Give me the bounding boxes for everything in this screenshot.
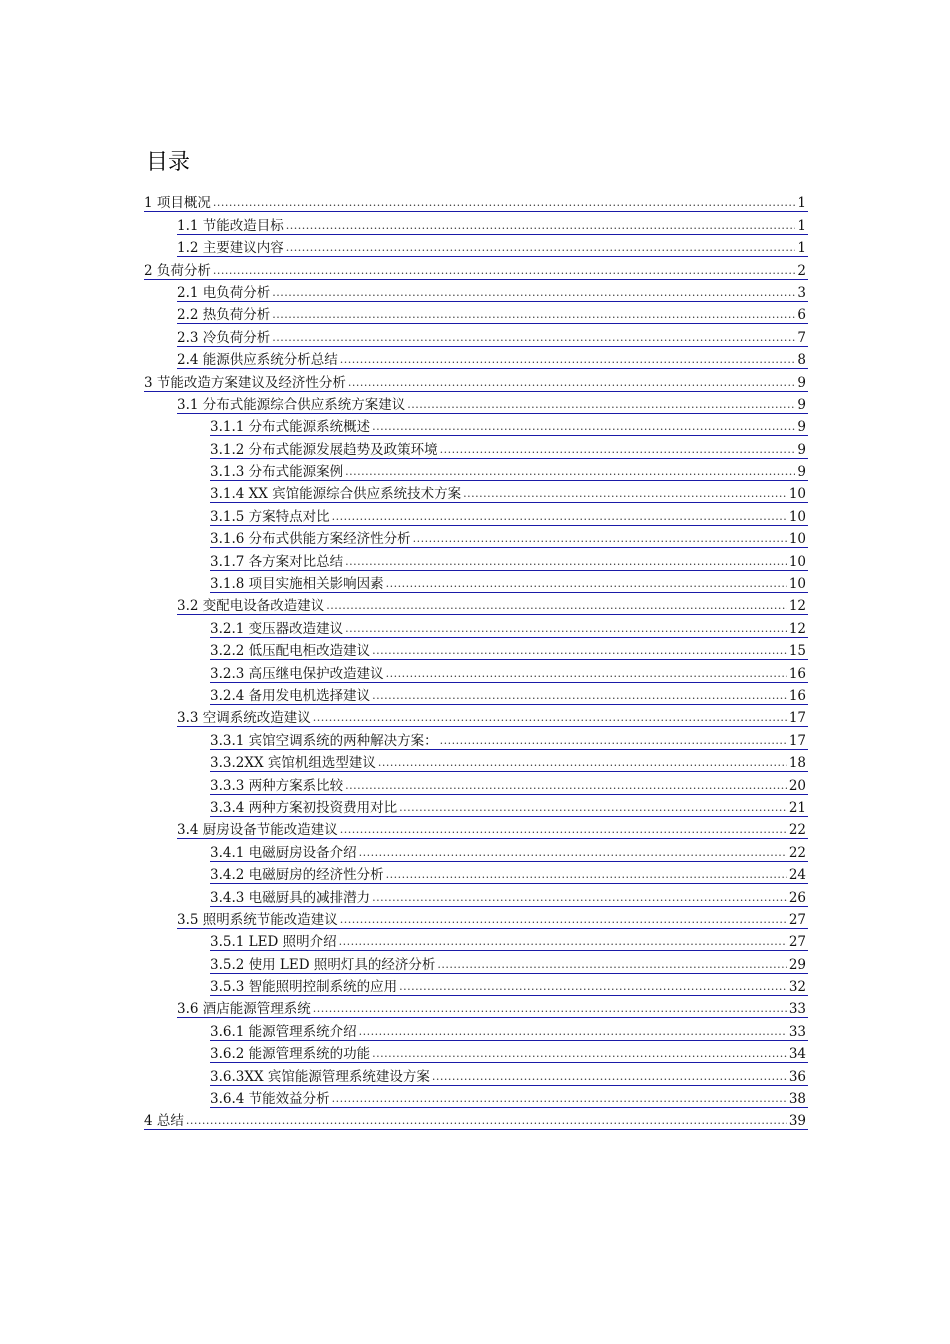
toc-leader-dots bbox=[213, 263, 796, 279]
toc-entry[interactable] bbox=[177, 593, 808, 615]
toc-entry[interactable] bbox=[210, 839, 808, 861]
toc-entry-page: 26 bbox=[788, 889, 806, 906]
toc-entry-label: 3.6.4 节能效益分析 bbox=[210, 1091, 330, 1108]
toc-leader-dots bbox=[372, 419, 795, 435]
toc-leader-dots bbox=[359, 1024, 787, 1040]
toc-entry-label: 3.1.3 分布式能源案例 bbox=[210, 464, 344, 481]
toc-entry-label: 3.5.1 LED 照明介绍 bbox=[210, 934, 337, 951]
toc-entry[interactable] bbox=[210, 683, 808, 705]
toc-entry[interactable] bbox=[210, 772, 808, 794]
toc-entry[interactable] bbox=[210, 862, 808, 884]
toc-entry-page: 22 bbox=[788, 844, 806, 861]
toc-entry-page: 17 bbox=[788, 710, 806, 727]
toc-entry-label: 3.1.7 各方案对比总结 bbox=[210, 553, 344, 570]
toc-leader-dots bbox=[372, 890, 787, 906]
toc-leader-dots bbox=[272, 330, 795, 346]
toc-entry-label: 3.3.1 宾馆空调系统的两种解决方案： bbox=[210, 732, 438, 749]
toc-entry-page: 24 bbox=[788, 867, 806, 884]
toc-entry-page: 27 bbox=[788, 911, 806, 928]
toc-entry-page: 3 bbox=[797, 284, 806, 301]
toc-entry[interactable] bbox=[177, 324, 808, 346]
toc-entry[interactable] bbox=[177, 907, 808, 929]
toc-entry-page: 22 bbox=[788, 822, 806, 839]
toc-entry-page: 16 bbox=[788, 665, 806, 682]
toc-entry[interactable] bbox=[177, 302, 808, 324]
toc-leader-dots bbox=[340, 352, 796, 368]
toc-entry-page: 9 bbox=[797, 374, 806, 391]
toc-leader-dots bbox=[345, 464, 795, 480]
toc-entry-label: 3.1.4 XX 宾馆能源综合供应系统技术方案 bbox=[210, 486, 462, 503]
toc-entry-label: 3.3 空调系统改造建议 bbox=[177, 710, 311, 727]
toc-entry-page: 1 bbox=[797, 195, 806, 212]
toc-entry-label: 1.1 节能改造目标 bbox=[177, 217, 284, 234]
toc-entry-page: 36 bbox=[788, 1068, 806, 1085]
toc-entry[interactable] bbox=[210, 795, 808, 817]
toc-leader-dots bbox=[359, 845, 787, 861]
toc-entry-page: 12 bbox=[788, 598, 806, 615]
toc-entry[interactable] bbox=[210, 526, 808, 548]
toc-leader-dots bbox=[378, 755, 787, 771]
toc-entry-label: 4 总结 bbox=[144, 1113, 184, 1130]
toc-entry[interactable] bbox=[210, 615, 808, 637]
toc-leader-dots bbox=[372, 688, 787, 704]
toc-leader-dots bbox=[345, 778, 787, 794]
toc-entry-label: 3.4.3 电磁厨具的减排潜力 bbox=[210, 889, 371, 906]
toc-entry-page: 10 bbox=[788, 531, 806, 548]
toc-entry-label: 3.5.3 智能照明控制系统的应用 bbox=[210, 979, 398, 996]
toc-entry[interactable] bbox=[210, 638, 808, 660]
toc-leader-dots bbox=[332, 1091, 787, 1107]
toc-entry-page: 10 bbox=[788, 576, 806, 593]
toc-entry-page: 18 bbox=[788, 755, 806, 772]
toc-entry-page: 7 bbox=[797, 329, 806, 346]
toc-leader-dots bbox=[345, 554, 787, 570]
toc-entry[interactable] bbox=[210, 750, 808, 772]
toc-entry[interactable] bbox=[210, 929, 808, 951]
toc-entry-label: 3.1.5 方案特点对比 bbox=[210, 508, 330, 525]
toc-entry-label: 2.4 能源供应系统分析总结 bbox=[177, 352, 338, 369]
toc-entry-label: 3.1 分布式能源综合供应系统方案建议 bbox=[177, 396, 406, 413]
toc-entry[interactable] bbox=[144, 257, 808, 279]
toc-entry-label: 3.1.1 分布式能源系统概述 bbox=[210, 419, 371, 436]
toc-leader-dots bbox=[386, 666, 787, 682]
toc-entry-page: 34 bbox=[788, 1046, 806, 1063]
toc-entry-label: 2 负荷分析 bbox=[144, 262, 211, 279]
toc-entry-page: 33 bbox=[788, 1001, 806, 1018]
toc-entry[interactable] bbox=[210, 548, 808, 570]
toc-entry-label: 3.3.2XX 宾馆机组选型建议 bbox=[210, 755, 376, 772]
toc-entry-page: 1 bbox=[797, 240, 806, 257]
toc-entry-page: 2 bbox=[797, 262, 806, 279]
toc-entry-label: 3.6.1 能源管理系统介绍 bbox=[210, 1023, 357, 1040]
toc-entry-page: 39 bbox=[788, 1113, 806, 1130]
toc-entry[interactable] bbox=[144, 190, 808, 212]
toc-entry[interactable] bbox=[177, 347, 808, 369]
toc-leader-dots bbox=[313, 1001, 787, 1017]
toc-leader-dots bbox=[286, 240, 796, 256]
toc-leader-dots bbox=[286, 218, 796, 234]
toc-leader-dots bbox=[213, 195, 796, 211]
toc-entry[interactable] bbox=[144, 369, 808, 391]
toc-entry[interactable] bbox=[177, 212, 808, 234]
toc-entry-page: 1 bbox=[797, 217, 806, 234]
toc-leader-dots bbox=[432, 1069, 787, 1085]
table-of-contents bbox=[144, 190, 808, 1130]
toc-entry[interactable] bbox=[210, 414, 808, 436]
toc-leader-dots bbox=[272, 307, 795, 323]
toc-entry[interactable] bbox=[177, 705, 808, 727]
toc-leader-dots bbox=[372, 643, 787, 659]
toc-entry-label: 3.6 酒店能源管理系统 bbox=[177, 1001, 311, 1018]
toc-leader-dots bbox=[413, 531, 787, 547]
toc-leader-dots bbox=[386, 576, 787, 592]
toc-entry-page: 10 bbox=[788, 553, 806, 570]
toc-entry-label: 3.2 变配电设备改造建议 bbox=[177, 598, 325, 615]
toc-leader-dots bbox=[345, 621, 787, 637]
toc-entry-page: 20 bbox=[788, 777, 806, 794]
toc-entry[interactable] bbox=[177, 817, 808, 839]
toc-entry-label: 2.3 冷负荷分析 bbox=[177, 329, 271, 346]
toc-leader-dots bbox=[399, 800, 787, 816]
toc-entry[interactable] bbox=[210, 1018, 808, 1040]
toc-entry-label: 3.3.3 两种方案系比较 bbox=[210, 777, 344, 794]
toc-entry-label: 3.4.2 电磁厨房的经济性分析 bbox=[210, 867, 384, 884]
toc-entry[interactable] bbox=[177, 280, 808, 302]
toc-leader-dots bbox=[340, 822, 787, 838]
toc-entry-page: 10 bbox=[788, 508, 806, 525]
toc-leader-dots bbox=[339, 934, 787, 950]
toc-entry-page: 8 bbox=[797, 352, 806, 369]
toc-leader-dots bbox=[372, 1046, 787, 1062]
toc-entry-page: 6 bbox=[797, 307, 806, 324]
toc-entry[interactable] bbox=[210, 1041, 808, 1063]
toc-entry[interactable] bbox=[210, 571, 808, 593]
toc-entry-page: 21 bbox=[788, 799, 806, 816]
toc-leader-dots bbox=[440, 442, 796, 458]
toc-entry-page: 15 bbox=[788, 643, 806, 660]
toc-entry-label: 3 节能改造方案建议及经济性分析 bbox=[144, 374, 346, 391]
toc-entry-page: 27 bbox=[788, 934, 806, 951]
toc-leader-dots bbox=[437, 957, 786, 973]
toc-entry-label: 3.6.3XX 宾馆能源管理系统建设方案 bbox=[210, 1068, 430, 1085]
toc-entry-label: 2.1 电负荷分析 bbox=[177, 284, 271, 301]
toc-entry-label: 2.2 热负荷分析 bbox=[177, 307, 271, 324]
toc-leader-dots bbox=[386, 867, 787, 883]
toc-entry[interactable] bbox=[177, 235, 808, 257]
toc-entry-label: 3.5 照明系统节能改造建议 bbox=[177, 911, 338, 928]
toc-leader-dots bbox=[313, 710, 787, 726]
toc-leader-dots bbox=[326, 598, 787, 614]
toc-entry-label: 3.2.3 高压继电保护改造建议 bbox=[210, 665, 384, 682]
toc-leader-dots bbox=[332, 509, 787, 525]
toc-entry-page: 29 bbox=[788, 956, 806, 973]
toc-leader-dots bbox=[272, 285, 795, 301]
toc-entry-page: 9 bbox=[797, 396, 806, 413]
toc-entry-page: 17 bbox=[788, 732, 806, 749]
toc-entry-page: 9 bbox=[797, 464, 806, 481]
toc-entry-page: 32 bbox=[788, 979, 806, 996]
toc-entry[interactable] bbox=[210, 436, 808, 458]
toc-entry-label: 3.2.4 备用发电机选择建议 bbox=[210, 687, 371, 704]
toc-entry-page: 9 bbox=[797, 419, 806, 436]
toc-entry[interactable] bbox=[177, 392, 808, 414]
toc-entry-label: 1.2 主要建议内容 bbox=[177, 240, 284, 257]
toc-entry[interactable] bbox=[177, 996, 808, 1018]
toc-entry[interactable] bbox=[210, 884, 808, 906]
toc-entry-label: 3.2.1 变压器改造建议 bbox=[210, 620, 344, 637]
toc-leader-dots bbox=[407, 397, 795, 413]
toc-entry[interactable] bbox=[210, 974, 808, 996]
toc-entry-label: 3.6.2 能源管理系统的功能 bbox=[210, 1046, 371, 1063]
toc-entry[interactable] bbox=[210, 951, 808, 973]
toc-entry-page: 16 bbox=[788, 687, 806, 704]
toc-entry-label: 3.1.8 项目实施相关影响因素 bbox=[210, 576, 384, 593]
toc-entry-page: 33 bbox=[788, 1023, 806, 1040]
toc-entry-page: 9 bbox=[797, 441, 806, 458]
toc-entry[interactable] bbox=[210, 660, 808, 682]
toc-leader-dots bbox=[440, 733, 787, 749]
toc-entry-label: 3.5.2 使用 LED 照明灯具的经济分析 bbox=[210, 956, 436, 973]
toc-entry-label: 3.4 厨房设备节能改造建议 bbox=[177, 822, 338, 839]
toc-entry[interactable] bbox=[144, 1108, 808, 1130]
toc-leader-dots bbox=[463, 486, 787, 502]
toc-leader-dots bbox=[348, 375, 796, 391]
toc-entry[interactable] bbox=[210, 459, 808, 481]
toc-entry[interactable] bbox=[210, 503, 808, 525]
toc-entry-label: 1 项目概况 bbox=[144, 195, 211, 212]
toc-entry-label: 3.4.1 电磁厨房设备介绍 bbox=[210, 844, 357, 861]
toc-entry-label: 3.3.4 两种方案初投资费用对比 bbox=[210, 799, 398, 816]
toc-entry-label: 3.2.2 低压配电柜改造建议 bbox=[210, 643, 371, 660]
toc-entry[interactable] bbox=[210, 1086, 808, 1108]
toc-leader-dots bbox=[186, 1113, 787, 1129]
toc-entry-label: 3.1.2 分布式能源发展趋势及政策环境 bbox=[210, 441, 438, 458]
toc-entry-page: 38 bbox=[788, 1091, 806, 1108]
toc-leader-dots bbox=[399, 979, 787, 995]
toc-entry-page: 10 bbox=[788, 486, 806, 503]
toc-leader-dots bbox=[340, 912, 787, 928]
toc-title: 目录 bbox=[146, 150, 191, 175]
toc-entry[interactable] bbox=[210, 481, 808, 503]
toc-entry[interactable] bbox=[210, 1063, 808, 1085]
toc-entry[interactable] bbox=[210, 727, 808, 749]
toc-entry-label: 3.1.6 分布式供能方案经济性分析 bbox=[210, 531, 411, 548]
toc-entry-page: 12 bbox=[788, 620, 806, 637]
